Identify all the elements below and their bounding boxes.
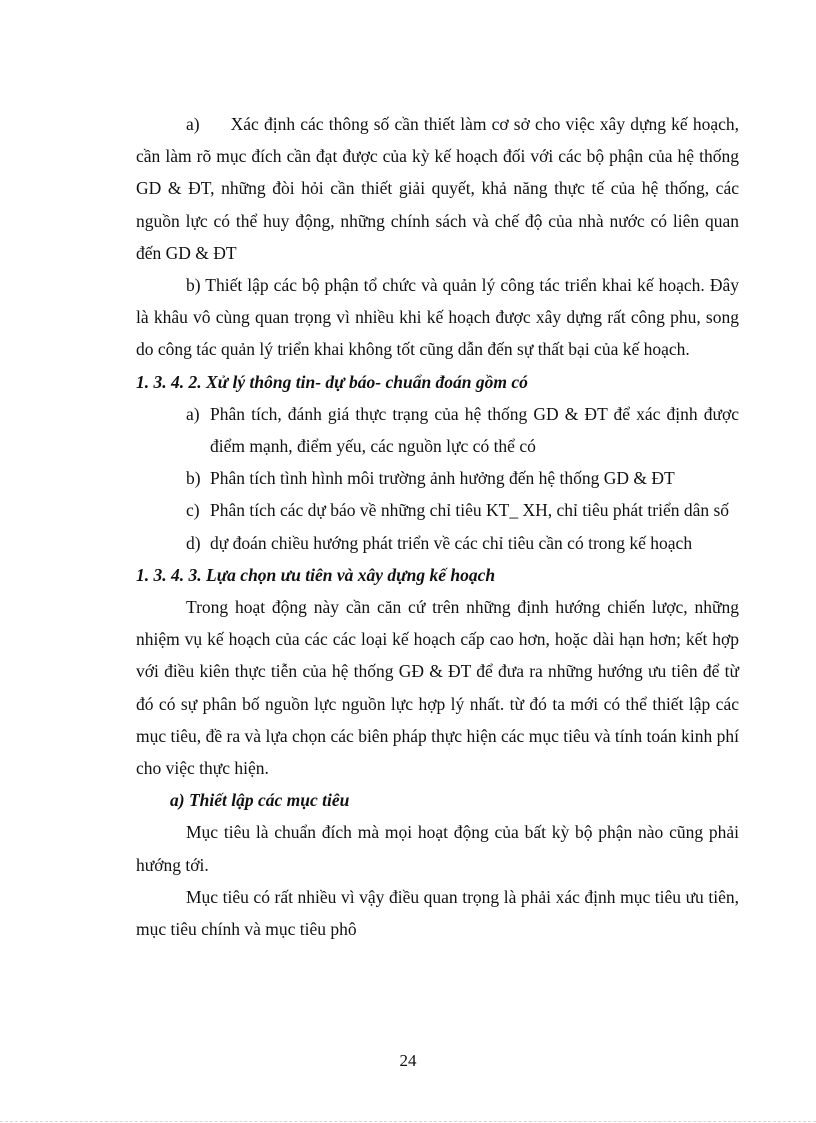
list-marker: c) [186,500,200,521]
list-item [136,398,739,462]
list-item-text: dự đoán chiều hướng phát triển về các chỉ tiêu cần có trong kế hoạch [210,532,693,553]
list-item [136,462,739,494]
document-body [136,108,739,945]
paragraph-d: Mục tiêu là chuẩn đích mà mọi hoạt động của bất kỳ bộ phận nào cũng phải hướng tới. [136,822,739,875]
list-marker: a) [186,403,200,424]
paragraph-e: Mục tiêu có rất nhiều vì vậy điều quan trọng là phải xác định mục tiêu ưu tiên, mục tiêu chính và mục tiêu phô [136,886,739,940]
list-marker: d) [186,532,201,553]
paragraph-a: a) Xác định các thông số cần thiết làm cơ sở cho việc xây dựng kế hoạch, cần làm rõ mục đích cần đạt được của kỳ kế hoạch đối với các bộ phận của hệ thống GD & ĐT, những đòi hỏi cần thiết giải quyết, khả năng thực tế của hệ thống, các nguồn lực có thể huy động, những chính sách và chế độ của nhà nước có liên quan đến GD & ĐT [136,114,739,263]
list-item-text: Phân tích, đánh giá thực trạng của hệ thống GD & ĐT để xác định được điểm mạnh, điểm yếu, các nguồn lực có thể có [210,403,739,457]
section-heading-1-3-4-3: 1. 3. 4. 3. Lựa chọn ưu tiên và xây dựng kế hoạch [136,564,496,585]
list-item [136,494,739,526]
list-marker: b) [186,468,201,489]
section-heading-1-3-4-2: 1. 3. 4. 2. Xử lý thông tin- dự báo- chuẩn đoán gồm có [136,371,528,392]
subheading-set-objectives: a) Thiết lập các mục tiêu [170,790,350,811]
list-item-text: Phân tích các dự báo về những chỉ tiêu KT_ XH, chỉ tiêu phát triển dân số [210,500,730,521]
page-number: 24 [399,1051,417,1070]
list-item [136,527,739,559]
paragraph-b: b) Thiết lập các bộ phận tổ chức và quản lý công tác triển khai kế hoạch. Đây là khâu vô cùng quan trọng vì nhiều khi kế hoạch được xây dựng rất công phu, song do công tác quản lý triển khai không tốt cũng dẫn đến sự thất bại của kế hoạch. [136,275,739,360]
paragraph-c: Trong hoạt động này cần căn cứ trên những định hướng chiến lược, những nhiệm vụ kế hoạch của các các loại kế hoạch cấp cao hơn, hoặc dài hạn hơn; kết hợp với điều kiên thực tiễn của hệ thống GĐ & ĐT để đưa ra những hướng ưu tiên để từ đó có sự phân bố nguồn lực nguồn lực hợp lý nhất. từ đó ta mới có thể thiết lập các mục tiêu, đề ra và lựa chọn các biên pháp thực hiện các mục tiêu và tính toán kinh phí cho việc thực hiện. [136,597,739,779]
analysis-list [136,398,739,559]
page-bottom-divider [0,1121,816,1122]
list-item-text: Phân tích tình hình môi trường ảnh hưởng đến hệ thống GD & ĐT [210,468,675,489]
